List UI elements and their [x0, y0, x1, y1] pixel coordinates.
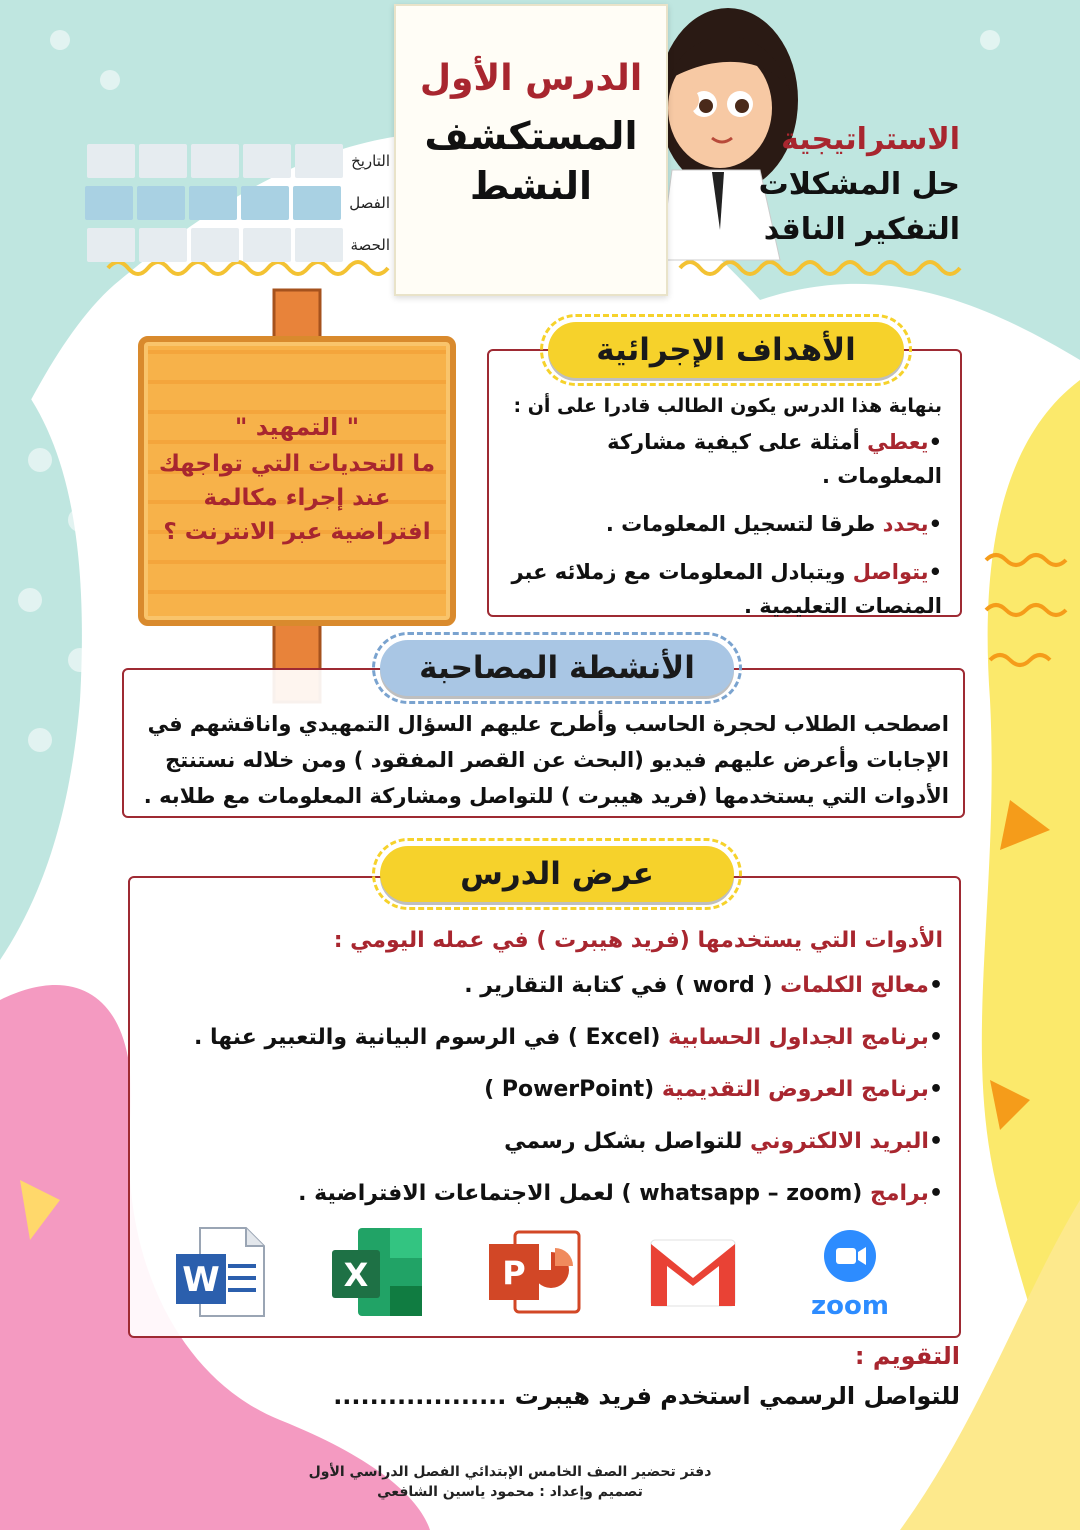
intro-sign: [138, 336, 456, 626]
excel-icon: [328, 1222, 428, 1322]
date-cells[interactable]: [87, 144, 343, 178]
bullet-icon: •: [928, 1025, 943, 1050]
period-cell[interactable]: [295, 228, 343, 262]
period-cell[interactable]: [139, 228, 187, 262]
class-label: الفصل: [349, 194, 390, 212]
tool-desc: ( word ) في كتابة التقارير .: [464, 973, 781, 998]
tool-name: برنامج الجداول الحسابية: [668, 1025, 929, 1050]
evaluation-label: التقويم :: [854, 1342, 960, 1370]
bullet-icon: •: [928, 973, 943, 998]
tool-item: [146, 969, 943, 1003]
activities-text: اصطحب الطلاب لحجرة الحاسب وأطرح عليهم السؤال التمهيدي واناقشهم في الإجابات وأعرض عليهم فيديو (البحث عن القصر المفقود ) ومن خلاله نستنتج الأدوات التي يستخدمها (فريد هيبرت ) للتواصل ومشاركة المعلومات مع طلابه .: [143, 712, 949, 808]
svg-text:P: P: [502, 1254, 526, 1292]
date-table: [118, 140, 390, 266]
tool-item: [146, 1073, 943, 1107]
intro-question: ما التحديات التي تواجهك عند إجراء مكالمة افتراضية عبر الانترنت ؟: [158, 451, 436, 545]
class-cell[interactable]: [189, 186, 237, 220]
goal-verb: يحدد: [882, 512, 929, 536]
goal-item: [503, 507, 942, 541]
tool-desc: (whatsapp – zoom ) لعمل الاجتماعات الافتراضية .: [298, 1181, 870, 1206]
intro-title: " التمهيد ": [234, 413, 360, 441]
svg-text:X: X: [343, 1256, 368, 1294]
date-cell[interactable]: [139, 144, 187, 178]
lesson-title-card: [394, 4, 668, 296]
gmail-icon: [643, 1222, 743, 1322]
lesson-heading: عرض الدرس: [380, 846, 734, 902]
lesson-intro: الأدوات التي يستخدمها (فريد هيبرت ) في عمله اليومي :: [333, 928, 943, 953]
powerpoint-icon: [485, 1222, 585, 1322]
evaluation-text: للتواصل الرسمي استخدم فريد هيبرت ...................: [333, 1382, 960, 1410]
strategy-line2: التفكير الناقد: [763, 212, 960, 247]
bullet-icon: •: [928, 1129, 943, 1154]
class-cells[interactable]: [85, 186, 341, 220]
tool-name: معالج الكلمات: [780, 973, 929, 998]
date-cell[interactable]: [87, 144, 135, 178]
goal-verb: يعطي: [867, 430, 929, 454]
footer: [280, 1462, 740, 1502]
zoom-icon: [800, 1222, 900, 1322]
goal-item: [503, 555, 942, 623]
class-row: [118, 182, 390, 224]
tool-item: [146, 1125, 943, 1159]
period-cell[interactable]: [243, 228, 291, 262]
bullet-icon: •: [928, 1181, 943, 1206]
tool-desc: (Excel ) في الرسوم البيانية والتعبير عنها .: [194, 1025, 669, 1050]
period-cell[interactable]: [87, 228, 135, 262]
period-label: الحصة: [350, 236, 390, 254]
date-label: التاريخ: [351, 152, 390, 170]
goal-text: أمثلة على كيفية مشاركة المعلومات .: [607, 430, 942, 488]
class-cell[interactable]: [85, 186, 133, 220]
bullet-icon: •: [928, 560, 942, 584]
period-row: [118, 224, 390, 266]
goal-text: ويتبادل المعلومات مع زملائه عبر المنصات التعليمية .: [511, 560, 942, 618]
date-cell[interactable]: [191, 144, 239, 178]
goal-verb: يتواصل: [852, 560, 929, 584]
svg-text:W: W: [182, 1260, 220, 1300]
period-cells[interactable]: [87, 228, 343, 262]
lesson-title-line1: المستكشف: [424, 114, 638, 158]
tool-name: برامج: [869, 1181, 929, 1206]
goals-intro: بنهاية هذا الدرس يكون الطالب قادرا على أن :: [513, 395, 942, 417]
footer-line1: دفتر تحضير الصف الخامس الإبتدائي الفصل الدراسي الأول: [308, 1464, 712, 1480]
class-cell[interactable]: [241, 186, 289, 220]
strategy-label: الاستراتيجية: [781, 122, 960, 157]
date-row: [118, 140, 390, 182]
tool-desc: (PowerPoint ): [484, 1077, 662, 1102]
app-icons: [170, 1222, 900, 1322]
tool-item: [146, 1021, 943, 1055]
footer-line2: تصميم وإعداد : محمود ياسين الشافعي: [377, 1484, 643, 1500]
date-cell[interactable]: [295, 144, 343, 178]
strategy-block: [660, 122, 960, 247]
lesson-number: الدرس الأول: [419, 58, 643, 99]
tool-name: البريد الالكتروني: [750, 1129, 929, 1154]
tool-name: برنامج العروض التقديمية: [661, 1077, 929, 1102]
strategy-line1: حل المشكلات: [758, 167, 960, 202]
bullet-icon: •: [928, 430, 942, 454]
period-cell[interactable]: [191, 228, 239, 262]
date-cell[interactable]: [243, 144, 291, 178]
lesson-title: [396, 111, 666, 211]
activities-heading: الأنشطة المصاحبة: [380, 640, 734, 696]
goals-box: [487, 349, 962, 617]
goal-item: [503, 425, 942, 493]
tool-desc: للتواصل بشكل رسمي: [504, 1129, 750, 1154]
word-icon: [170, 1222, 270, 1322]
evaluation-block: [333, 1342, 960, 1410]
goals-heading: الأهداف الإجرائية: [548, 322, 904, 378]
tool-item: [146, 1177, 943, 1211]
lesson-title-line2: النشط: [469, 164, 593, 208]
class-cell[interactable]: [293, 186, 341, 220]
bullet-icon: •: [928, 512, 942, 536]
svg-text:zoom: zoom: [811, 1291, 889, 1321]
class-cell[interactable]: [137, 186, 185, 220]
goal-text: طرقا لتسجيل المعلومات .: [605, 512, 883, 536]
bullet-icon: •: [928, 1077, 943, 1102]
